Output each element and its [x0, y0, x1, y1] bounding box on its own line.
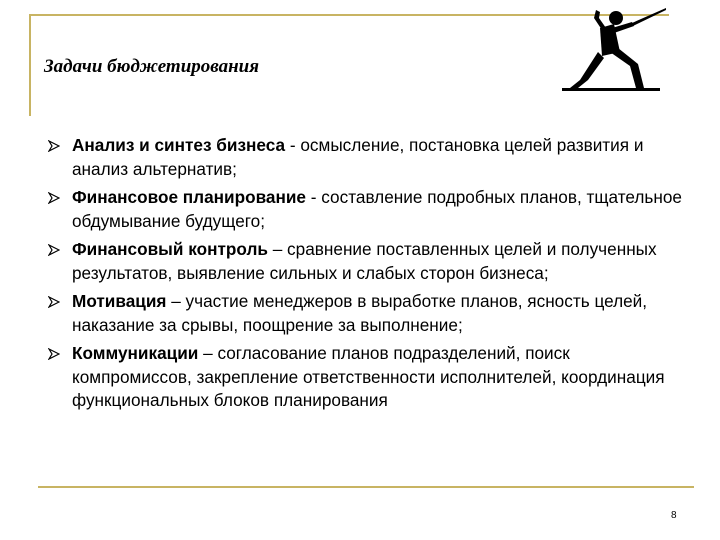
item-term: Финансовое планирование — [72, 187, 306, 207]
frame-left-border — [29, 14, 31, 116]
item-text: - составление подробных планов, тщательное обдумывание будущего; — [72, 187, 682, 231]
item-text: – сравнение поставленных целей и полученных результатов, выявление сильных и слабых сторон бизнеса; — [72, 239, 657, 283]
item-text: – участие менеджеров в выработке планов, ясность целей, наказание за срывы, поощрение за выполнение; — [72, 291, 648, 335]
item-term: Коммуникации — [72, 343, 199, 363]
item-text: - осмысление, постановка целей развития и анализ альтернатив; — [72, 135, 644, 179]
item-term: Анализ и синтез бизнеса — [72, 135, 286, 155]
page-number: 8 — [671, 510, 677, 521]
task-list — [48, 134, 688, 418]
list-item — [48, 186, 688, 233]
item-text: – согласование планов подразделений, поиск компромиссов, закрепление ответственности исполнителей, координация функциональных блоков планирования — [72, 343, 665, 410]
item-term: Мотивация — [72, 291, 167, 311]
list-item — [48, 134, 688, 181]
footer-divider — [38, 486, 694, 488]
slide-title: Задачи бюджетирования — [44, 56, 260, 77]
arrow-bullet-icon — [48, 348, 60, 360]
arrow-bullet-icon — [48, 192, 60, 204]
fencer-image — [558, 0, 668, 96]
arrow-bullet-icon — [48, 296, 60, 308]
arrow-bullet-icon — [48, 140, 60, 152]
list-item — [48, 238, 688, 285]
list-item — [48, 290, 688, 337]
arrow-bullet-icon — [48, 244, 60, 256]
list-item — [48, 342, 688, 413]
item-term: Финансовый контроль — [72, 239, 268, 259]
